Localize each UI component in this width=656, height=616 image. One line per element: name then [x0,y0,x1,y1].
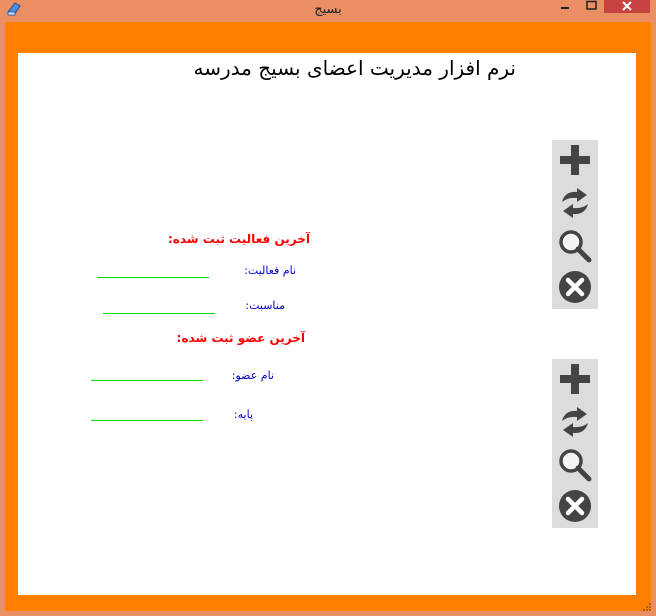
search-icon [561,232,589,260]
refresh-activity-button[interactable] [557,185,593,221]
delete-member-button[interactable] [557,488,593,524]
member-name-label: نام عضو: [231,369,274,382]
last-activity-title: آخرین فعالیت ثبت شده: [167,232,310,246]
activity-occasion-label: مناسبت: [245,299,285,312]
delete-icon [559,271,591,303]
add-member-button[interactable] [557,361,593,397]
page-title: نرم افزار مدیریت اعضای بسیج مدرسه [193,56,516,80]
search-icon [561,451,589,479]
activity-toolbar [552,140,598,309]
member-grade-label: پایه: [233,408,253,421]
activity-name-label: نام فعالیت: [244,264,296,277]
last-member-title: آخرین عضو ثبت شده: [176,331,305,345]
add-icon [560,364,590,394]
close-button[interactable] [604,0,650,13]
member-toolbar [552,359,598,528]
search-activity-button[interactable] [557,228,593,264]
activity-occasion-value [103,313,215,314]
title-bar [0,0,656,22]
resize-grip-icon[interactable] [642,602,652,612]
member-name-value [91,380,203,381]
content-panel [18,53,636,595]
refresh-icon [562,407,588,437]
activity-name-value [97,277,209,278]
delete-icon [559,490,591,522]
minimize-button[interactable] [556,0,574,12]
window-title: بسیج [314,2,342,17]
add-activity-button[interactable] [557,142,593,178]
refresh-icon [562,188,588,218]
refresh-member-button[interactable] [557,404,593,440]
delete-activity-button[interactable] [557,269,593,305]
add-icon [560,145,590,175]
search-member-button[interactable] [557,447,593,483]
member-grade-value [91,420,203,421]
maximize-button[interactable] [582,0,600,12]
